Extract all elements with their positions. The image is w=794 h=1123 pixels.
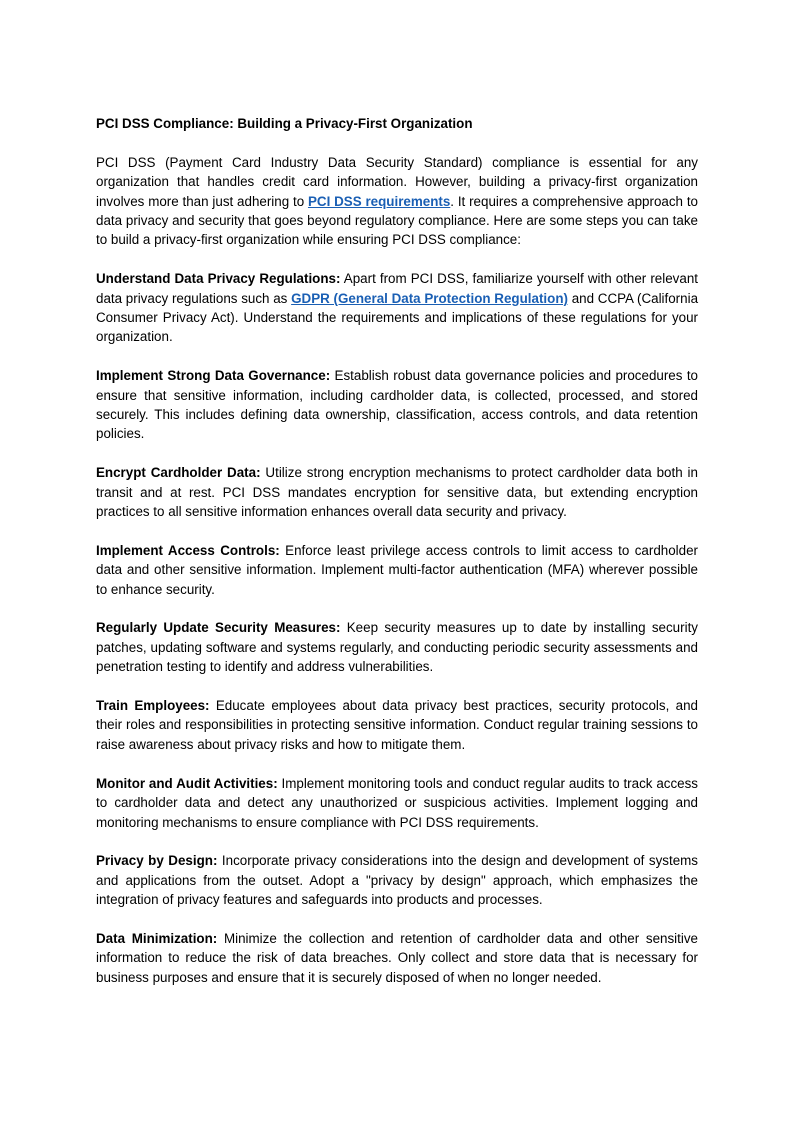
intro-text: PCI DSS (Payment Card Industry Data Security Standard) compliance is essential for any organization that handles credit card information. However, building a privacy-first organization involves more than just adhering to: [96, 154, 698, 209]
pci-dss-requirements-link[interactable]: PCI DSS requirements: [307, 193, 451, 209]
section-body: Educate employees about data privacy best practices, security protocols, and their roles and responsibilities in protecting sensitive information. Conduct regular training sessions to raise awareness about privacy risks and how to mitigate them.: [96, 698, 698, 752]
section-understand-regulations: [96, 269, 698, 347]
section-body: Minimize the collection and retention of cardholder data and other sensitive information to reduce the risk of data breaches. Only collect and store data that is necessary for business purposes and ensure that it is securely disposed of when no longer needed.: [96, 930, 698, 985]
section-body: Utilize strong encryption mechanisms to protect cardholder data both in transit and at rest. PCI DSS mandates encryption for sensitive data, but extending encryption practices to all sensitive information enhances overall data security and privacy.: [96, 465, 698, 520]
section-heading: Encrypt Cardholder Data:: [96, 465, 261, 481]
section-access-controls: [96, 541, 698, 599]
section-heading: Monitor and Audit Activities:: [96, 775, 278, 791]
section-data-governance: [96, 366, 698, 444]
section-body: Keep security measures up to date by installing security patches, updating software and systems regularly, and conducting periodic security assessments and penetration testing to identify and address vulnerabilities.: [96, 620, 698, 675]
document-title: PCI DSS Compliance: Building a Privacy-First Organization: [96, 116, 473, 131]
section-heading: Implement Strong Data Governance:: [96, 368, 331, 384]
intro-text-continued: . It requires a comprehensive approach to data privacy and security that goes beyond regulatory compliance. Here are some steps you can take to build a privacy-first organization while ensuring PCI DSS compliance:: [96, 193, 698, 248]
section-update-security: [96, 618, 698, 676]
section-data-minimization: [96, 929, 698, 987]
section-body: Incorporate privacy considerations into the design and development of systems and applications from the outset. Adopt a "privacy by design" approach, which emphasizes the integration of privacy features and safeguards into products and processes.: [96, 853, 699, 908]
section-heading: Train Employees:: [96, 698, 210, 714]
section-monitor-audit: [96, 774, 698, 832]
section-heading: Privacy by Design:: [96, 853, 218, 869]
section-body: Enforce least privilege access controls to limit access to cardholder data and other sensitive information. Implement multi-factor authentication (MFA) wherever possible to enhance security.: [96, 542, 698, 597]
gdpr-link[interactable]: GDPR (General Data Protection Regulation): [291, 290, 568, 306]
section-heading: Implement Access Controls:: [96, 542, 280, 558]
section-body: Establish robust data governance policies and procedures to ensure that sensitive information, including cardholder data, is collected, processed, and stored securely. This includes defining data ownership, classification, access controls, and data retention policies.: [96, 368, 699, 442]
document-page: [96, 114, 698, 1007]
section-privacy-by-design: [96, 851, 698, 909]
section-heading: Regularly Update Security Measures:: [96, 620, 341, 636]
section-train-employees: [96, 696, 698, 754]
section-body-continued: and CCPA (California Consumer Privacy Act). Understand the requirements and implications of these regulations for your organization.: [96, 290, 699, 345]
section-encrypt-data: [96, 463, 698, 521]
section-heading: Data Minimization:: [96, 930, 218, 946]
section-heading: Understand Data Privacy Regulations:: [96, 271, 341, 287]
intro-paragraph: [96, 153, 698, 250]
section-body: Implement monitoring tools and conduct regular audits to track access to cardholder data and detect any unauthorized or suspicious activities. Implement logging and monitoring mechanisms to ensure compliance with PCI DSS requirements.: [96, 775, 698, 830]
section-body: Apart from PCI DSS, familiarize yourself with other relevant data privacy regulations such as: [96, 271, 698, 306]
